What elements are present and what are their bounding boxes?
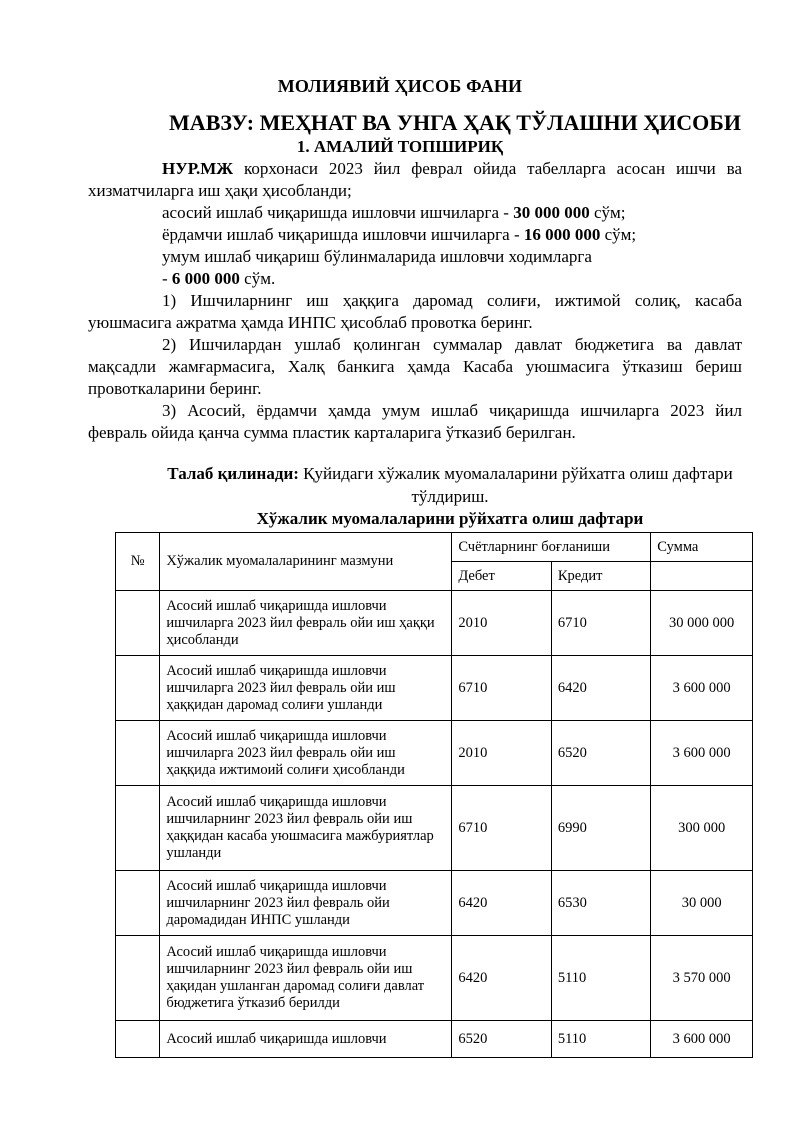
table-row [116, 786, 753, 871]
amount-line [88, 224, 742, 246]
cell-debit: 6520 [452, 1021, 551, 1058]
cell-credit: 6990 [551, 786, 650, 871]
cell-number [116, 936, 160, 1021]
cell-sum: 300 000 [651, 786, 753, 871]
cell-credit: 5110 [551, 1021, 650, 1058]
header-credit: Кредит [551, 562, 650, 591]
requirement-label: Талаб қилинади: [167, 464, 299, 483]
amount-value: 30 000 000 [513, 203, 590, 222]
header-sum: Сумма [651, 533, 753, 562]
table-title: Хўжалик муомалаларини рўйхатга олиш дафтари [256, 509, 644, 528]
table-row [116, 721, 753, 786]
cell-credit: 6530 [551, 871, 650, 936]
header-accounts: Счётларнинг боғланиши [452, 533, 651, 562]
subject-title: МОЛИЯВИЙ ҲИСОБ ФАНИ [277, 76, 523, 96]
cell-number [116, 591, 160, 656]
cell-debit: 6420 [452, 871, 551, 936]
amount-line [88, 202, 742, 224]
cell-description: Асосий ишлаб чиқаришда ишловчи [160, 1021, 452, 1058]
task-item-3: 3) Асосий, ёрдамчи ҳамда умум ишлаб чиқаришда ишчиларга 2023 йил февраль ойида қанча сумма пластик карталарига ўтказиб берилган. [88, 401, 742, 442]
task-body [88, 158, 742, 444]
intro-paragraph [88, 158, 742, 202]
cell-number [116, 721, 160, 786]
table-row [116, 1021, 753, 1058]
amount-line-text: умум ишлаб чиқариш бўлинмаларида ишловчи ходимларга [162, 247, 592, 266]
cell-debit: 6710 [452, 656, 551, 721]
cell-sum: 3 600 000 [651, 1021, 753, 1058]
table-row [116, 871, 753, 936]
cell-description: Асосий ишлаб чиқаришда ишловчи ишчиларга 2023 йил февраль ойи иш ҳаққида ижтимоий солиғи ҳисобланди [160, 721, 452, 786]
cell-debit: 2010 [452, 721, 551, 786]
header-content: Хўжалик муомалаларининг мазмуни [160, 533, 452, 591]
table-header-row [116, 533, 753, 562]
cell-debit: 2010 [452, 591, 551, 656]
task-item-1: 1) Ишчиларнинг иш ҳаққига даромад солиғи, ижтимой солиқ, касаба уюшмасига ажратма ҳамда ИНПС ҳисоблаб провотка беринг. [88, 291, 742, 332]
amount-unit: сўм. [239, 269, 276, 288]
intro-text: корхонаси 2023 йил феврал ойида табелларга асосан ишчи ва хизматчиларга иш ҳақи ҳисобланди; [88, 159, 742, 200]
cell-description: Асосий ишлаб чиқаришда ишловчи ишчиларнинг 2023 йил февраль ойи даромадидан ИНПС ушланди [160, 871, 452, 936]
cell-description: Асосий ишлаб чиқаришда ишловчи ишчиларга 2023 йил февраль ойи иш ҳаққидан даромад солиғи ушланди [160, 656, 452, 721]
cell-sum: 30 000 [651, 871, 753, 936]
table-row [116, 656, 753, 721]
task-heading: 1. АМАЛИЙ ТОПШИРИҚ [296, 137, 504, 156]
cell-sum: 3 570 000 [651, 936, 753, 1021]
cell-number [116, 1021, 160, 1058]
topic-title: МАВЗУ: МЕҲНАТ ВА УНГА ҲАҚ ТЎЛАШНИ ҲИСОБИ [169, 110, 741, 135]
requirement-text: Қуйидаги хўжалик муомалаларини рўйхатга олиш дафтари тўлдириш. [298, 464, 733, 506]
cell-description: Асосий ишлаб чиқаришда ишловчи ишчиларнинг 2023 йил февраль ойи иш ҳақидан ушланган даромад солиғи давлат бюджетига ўтказиб берилди [160, 936, 452, 1021]
header-sum-empty [651, 562, 753, 591]
cell-sum: 3 600 000 [651, 656, 753, 721]
table-row [116, 936, 753, 1021]
amount-line [88, 246, 742, 268]
cell-credit: 6710 [551, 591, 650, 656]
header-number: № [116, 533, 160, 591]
company-name: НУР.МЖ [162, 159, 234, 178]
table-row [116, 591, 753, 656]
cell-description: Асосий ишлаб чиқаришда ишловчи ишчиларнинг 2023 йил февраль ойи иш ҳаққидан касаба уюшмасига мажбуриятлар ушланди [160, 786, 452, 871]
requirement [150, 462, 750, 508]
cell-number [116, 871, 160, 936]
amount-line-text: - [162, 269, 172, 288]
cell-credit: 6420 [551, 656, 650, 721]
journal-table [115, 532, 753, 1058]
cell-debit: 6420 [452, 936, 551, 1021]
cell-credit: 6520 [551, 721, 650, 786]
amount-line-text: асосий ишлаб чиқаришда ишловчи ишчиларга - [162, 203, 514, 222]
cell-sum: 3 600 000 [651, 721, 753, 786]
amount-unit: сўм; [589, 203, 626, 222]
cell-debit: 6710 [452, 786, 551, 871]
amount-value: 6 000 000 [171, 269, 240, 288]
cell-number [116, 786, 160, 871]
amount-line-text: ёрдамчи ишлаб чиқаришда ишловчи ишчиларга - [162, 225, 524, 244]
amount-value: 16 000 000 [523, 225, 601, 244]
amount-line [88, 268, 742, 290]
task-item-2: 2) Ишчилардан ушлаб қолинган суммалар давлат бюджетига ва давлат мақсадли жамғармасига, Халқ банкига ҳамда Касаба уюшмасига ўтказиш бериш провоткаларини беринг. [88, 335, 742, 398]
cell-credit: 5110 [551, 936, 650, 1021]
amount-unit: сўм; [600, 225, 637, 244]
cell-number [116, 656, 160, 721]
cell-description: Асосий ишлаб чиқаришда ишловчи ишчиларга 2023 йил февраль ойи иш ҳаққи ҳисобланди [160, 591, 452, 656]
header-debit: Дебет [452, 562, 551, 591]
cell-sum: 30 000 000 [651, 591, 753, 656]
